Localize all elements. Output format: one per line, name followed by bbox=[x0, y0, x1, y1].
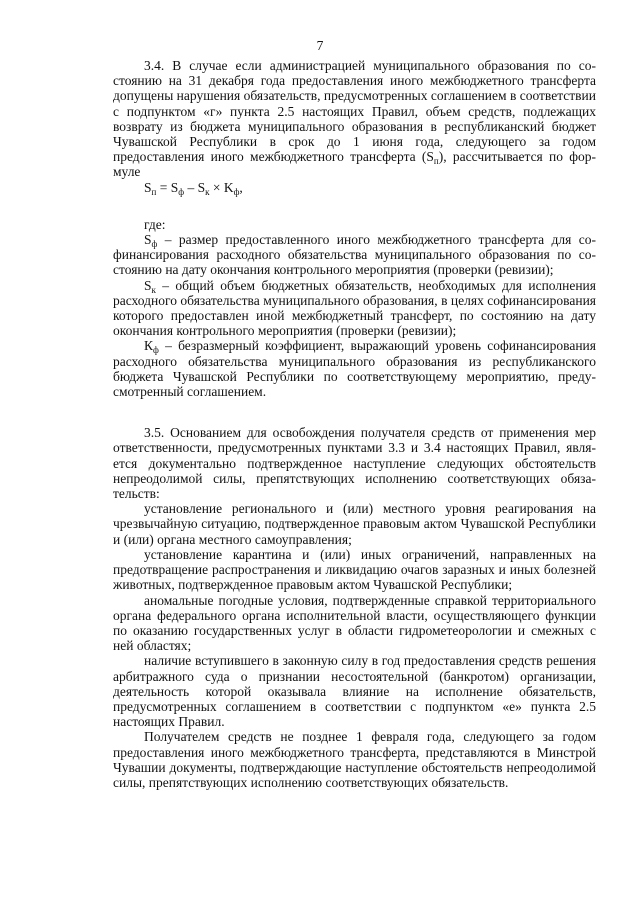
list-item: установление карантина и (или) иных ограничений, направленных на предотвращение распространения и ликвидацию очагов заразных и иных болезней животных, подтвержденное правовым актом Чувашской Республики; bbox=[113, 546, 596, 593]
definition-kf: $К_ф$ – безразмерный коэффициент, выражающий уровень софинансирования расходного обязательства муниципального образования из республиканского бюджета Чувашской Республики по соответствующему мероприятию, предусмотренный соглашением. bbox=[113, 338, 596, 400]
paragraph-3-4: 3.4. В случае если администрацией муниципального образования по состоянию на 31 декабря года предоставления иного межбюджетного трансферта допущены нарушения обязательств, предусмотренных соглашением в соответствии с подпунктом «г» пункта 2.5 настоящих Правил, объем средств, подлежащих возврату из бюджета муниципального образования в республиканский бюджет Чувашской Республики в срок до 1 июня года, следующего за годом предоставления иного межбюджетного трансферта $(S_п)$, рассчитывается по формуле bbox=[113, 58, 597, 180]
where-label: где: bbox=[144, 216, 166, 232]
paragraph-3-5: 3.5. Основанием для освобождения получателя средств от применения мер ответственности, предусмотренных пунктами 3.3 и 3.4 настоящих Правил, является документально подтвержденное наступление следующих обстоятельств непреодолимой силы, препятствующих исполнению соответствующих обязательств: bbox=[113, 425, 596, 502]
list-item: установление регионального и (или) местного уровня реагирования на чрезвычайную ситуацию, подтвержденное правовым актом Чувашской Республики и (или) органа местного самоуправления; bbox=[113, 501, 596, 547]
list-item: наличие вступившего в законную силу в год предоставления средств решения арбитражного суда о признании несостоятельной (банкротом) организации, деятельность которой оказывала влияние на исполнение обязательств, предусмотренных соглашением в соответствии с подпунктом «е» пункта 2.5 настоящих Правил. bbox=[113, 653, 596, 730]
final-paragraph: Получателем средств не позднее 1 февраля года, следующего за годом предоставления иного межбюджетного трансферта, представляются в Минстрой Чувашии документы, подтверждающие наступление обстоятельств непреодолимой силы, препятствующих исполнению соответствующих обязательств. bbox=[113, 729, 596, 790]
definition-sk: $S_к$ – общий объем бюджетных обязательств, необходимых для исполнения расходного обязательства муниципального образования, в целях софинансирования которого предоставлен иной межбюджетный трансферт, по состоянию на дату окончания контрольного мероприятия (проверки (ревизии); bbox=[113, 277, 596, 339]
definition-sf: $S_ф$ – размер предоставленного иного межбюджетного трансферта для софинансирования расходного обязательства муниципального образования по состоянию на дату окончания контрольного мероприятия (проверки (ревизии); bbox=[113, 232, 596, 278]
document-body bbox=[113, 58, 596, 790]
list-item: аномальные погодные условия, подтвержденные справкой территориального органа федерального органа исполнительной власти, осуществляющего функции по оказанию государственных услуг в области гидрометеорологии и смежных с ней областях; bbox=[113, 592, 596, 654]
page-number: 7 bbox=[316, 38, 324, 53]
formula: $S_п = S_ф - S_к \times K_ф$, bbox=[144, 179, 243, 197]
